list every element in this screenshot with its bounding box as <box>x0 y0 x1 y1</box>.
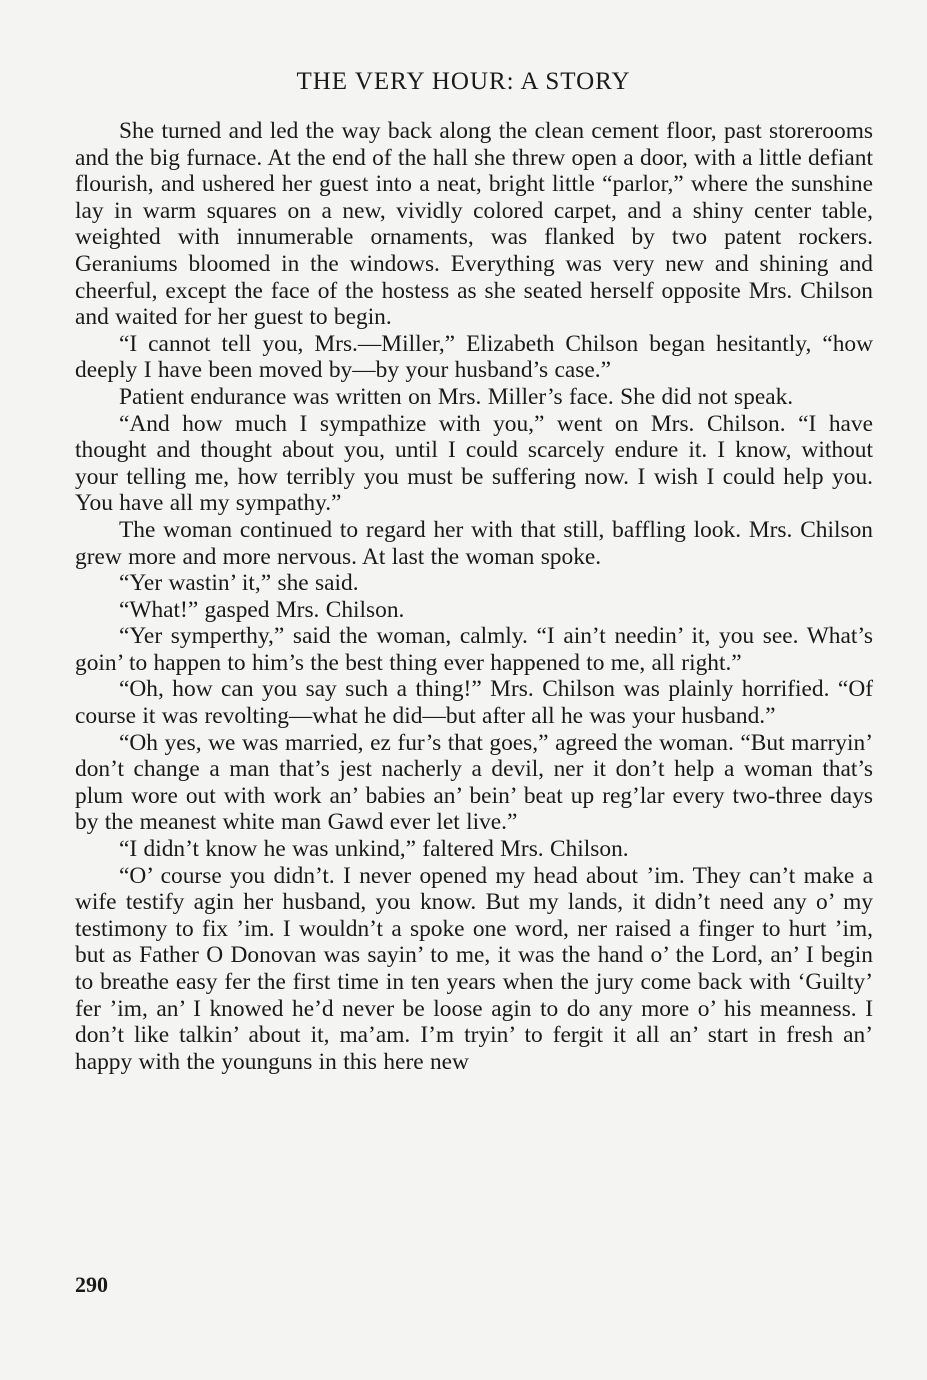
paragraph: “I cannot tell you, Mrs.—Miller,” Elizabeth Chilson began hesitantly, “how deeply I have been moved by—by your husband’s case.” <box>75 330 873 384</box>
paragraph: Patient endurance was written on Mrs. Miller’s face. She did not speak. <box>119 383 794 410</box>
paragraph: “What!” gasped Mrs. Chilson. <box>119 596 405 623</box>
paragraph: “Yer symperthy,” said the woman, calmly. “I ain’t needin’ it, you see. What’s goin’ to happen to him’s the best thing ever happened to me, all right.” <box>75 623 873 676</box>
page-number: 290 <box>75 1272 108 1297</box>
paragraph: “I didn’t know he was unkind,” faltered Mrs. Chilson. <box>119 836 629 863</box>
paragraph: “Oh, how can you say such a thing!” Mrs. Chilson was plainly horrified. “Of course it was revolting—what he did—but after all he was your husband.” <box>75 676 873 730</box>
story-text <box>75 118 873 1075</box>
paragraph: She turned and led the way back along the clean cement floor, past storerooms and the big furnace. At the end of the hall she threw open a door, with a little defiant flourish, and ushered her guest into a neat, bright little “parlor,” where the sunshine lay in warm squares on a new, vividly colored carpet, and a shiny center table, weighted with innumerable ornaments, was flanked by two patent rockers. Geraniums bloomed in the windows. Everything was very new and shining and cheerful, except the face of the hostess as she seated herself opposite Mrs. Chilson and waited for her guest to begin. <box>75 118 873 331</box>
running-head: THE VERY HOUR: A STORY <box>296 68 631 95</box>
paragraph: “Oh yes, we was married, ez fur’s that goes,” agreed the woman. “But marryin’ don’t change a man that’s jest nacherly a devil, ner it don’t help a woman that’s plum wore out with work an’ babies an’ bein’ beat up reg’lar every two-three days by the meanest white man Gawd ever let live.” <box>75 729 873 836</box>
paragraph: The woman continued to regard her with that still, baffling look. Mrs. Chilson grew more and more nervous. At last the woman spoke. <box>75 516 873 570</box>
paragraph: “O’ course you didn’t. I never opened my head about ’im. They can’t make a wife testify agin her husband, you know. But my lands, it didn’t need any o’ my testimony to fix ’im. I wouldn’t a spoke one word, ner raised a finger to hurt ’im, but as Father O Donovan was sayin’ to me, it was the hand o’ the Lord, an’ I begin to breathe easy fer the first time in ten years when the jury come back with ‘Guilty’ fer ’im, an’ I knowed he’d never be loose agin to do any more o’ his meanness. I don’t like talkin’ about it, ma’am. I’m tryin’ to fergit it all an’ start in fresh an’ happy with the younguns in this here new <box>75 862 873 1075</box>
paragraph: “And how much I sympathize with you,” went on Mrs. Chilson. “I have thought and thought about you, until I could scarcely endure it. I know, without your telling me, how terribly you must be suffering now. I wish I could help you. You have all my sympathy.” <box>75 410 873 517</box>
paragraph: “Yer wastin’ it,” she said. <box>119 570 359 597</box>
